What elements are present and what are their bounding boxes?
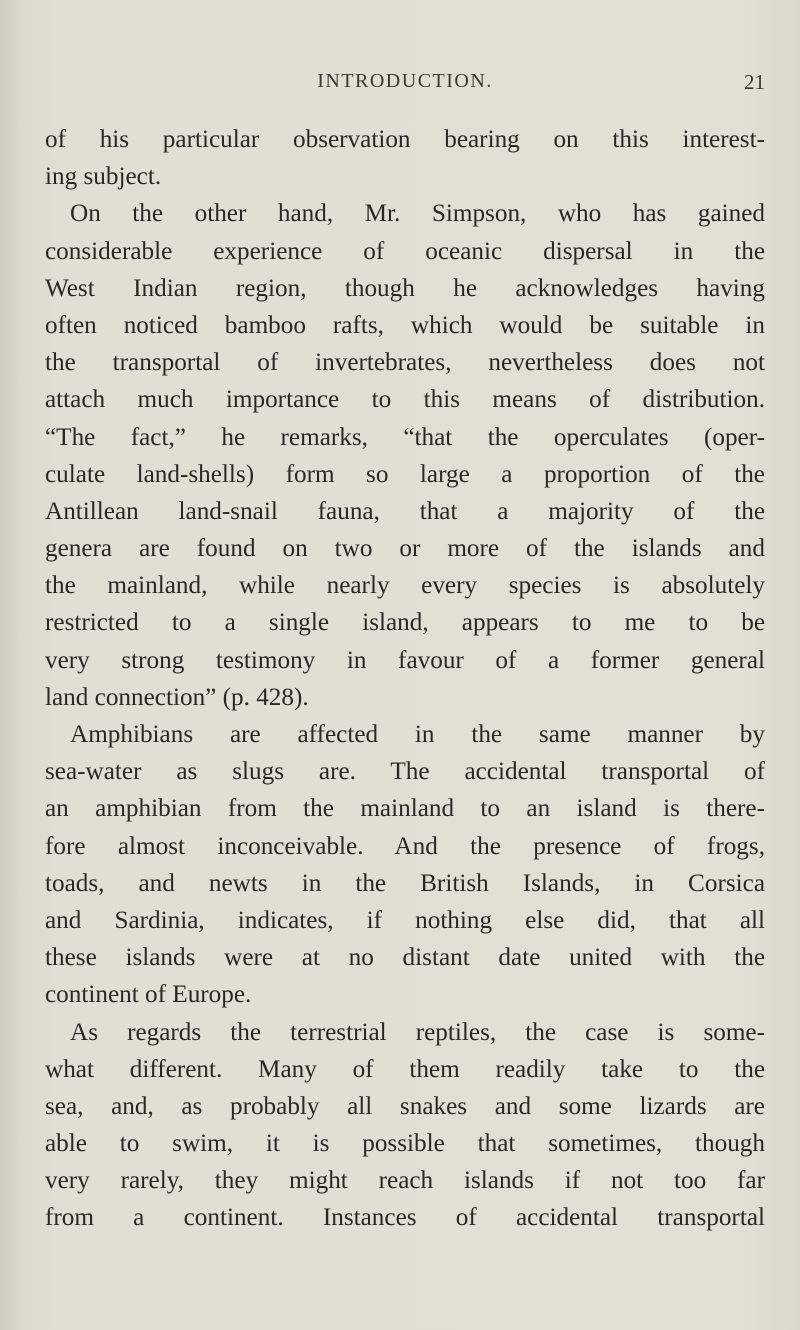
text-line: sea-water as slugs are. The accidental transportal of — [45, 758, 765, 786]
text-line: these islands were at no distant date united with the — [45, 944, 765, 972]
page-number: 21 — [744, 70, 765, 94]
text-line: and Sardinia, indicates, if nothing else did, that all — [45, 906, 765, 934]
text-line: On the other hand, Mr. Simpson, who has gained — [70, 200, 765, 228]
body-text — [45, 121, 765, 1237]
running-head: INTRODUCTION. — [317, 70, 493, 92]
text-line: very strong testimony in favour of a former general — [45, 646, 765, 674]
page-header — [45, 70, 765, 104]
text-line: continent of Europe. — [45, 981, 252, 1009]
text-line: very rarely, they might reach islands if not too far — [45, 1167, 765, 1195]
text-line: attach much importance to this means of distribution. — [45, 386, 765, 414]
text-line: Amphibians are affected in the same manner by — [70, 721, 765, 748]
text-line: an amphibian from the mainland to an island is there- — [45, 795, 765, 823]
text-line: West Indian region, though he acknowledges having — [45, 274, 765, 302]
text-line: the transportal of invertebrates, nevertheless does not — [45, 349, 765, 377]
text-line: land connection” (p. 428). — [45, 683, 309, 711]
text-line: considerable experience of oceanic dispersal in the — [45, 237, 765, 265]
text-line: culate land-shells) form so large a proportion of the — [45, 460, 765, 488]
text-line: the mainland, while nearly every species is absolutely — [45, 572, 765, 600]
text-line: genera are found on two or more of the islands and — [45, 535, 765, 563]
text-line: from a continent. Instances of accidental transportal — [45, 1204, 765, 1232]
text-line: As regards the terrestrial reptiles, the case is some- — [70, 1018, 765, 1046]
text-line: often noticed bamboo rafts, which would be suitable in — [45, 311, 765, 339]
text-line: sea, and, as probably all snakes and some lizards are — [45, 1092, 765, 1120]
text-line: “The fact,” he remarks, “that the operculates (oper- — [45, 423, 765, 451]
text-line: toads, and newts in the British Islands, in Corsica — [45, 869, 765, 897]
text-line: Antillean land-snail fauna, that a majority of the — [45, 497, 765, 525]
text-line: ing subject. — [45, 163, 162, 191]
text-line: restricted to a single island, appears to me to be — [45, 609, 765, 637]
text-line: of his particular observation bearing on this interest- — [45, 126, 765, 153]
text-line: what different. Many of them readily take to the — [45, 1055, 765, 1083]
text-line: fore almost inconceivable. And the presence of frogs, — [45, 832, 765, 860]
text-line: able to swim, it is possible that sometimes, though — [45, 1130, 765, 1158]
